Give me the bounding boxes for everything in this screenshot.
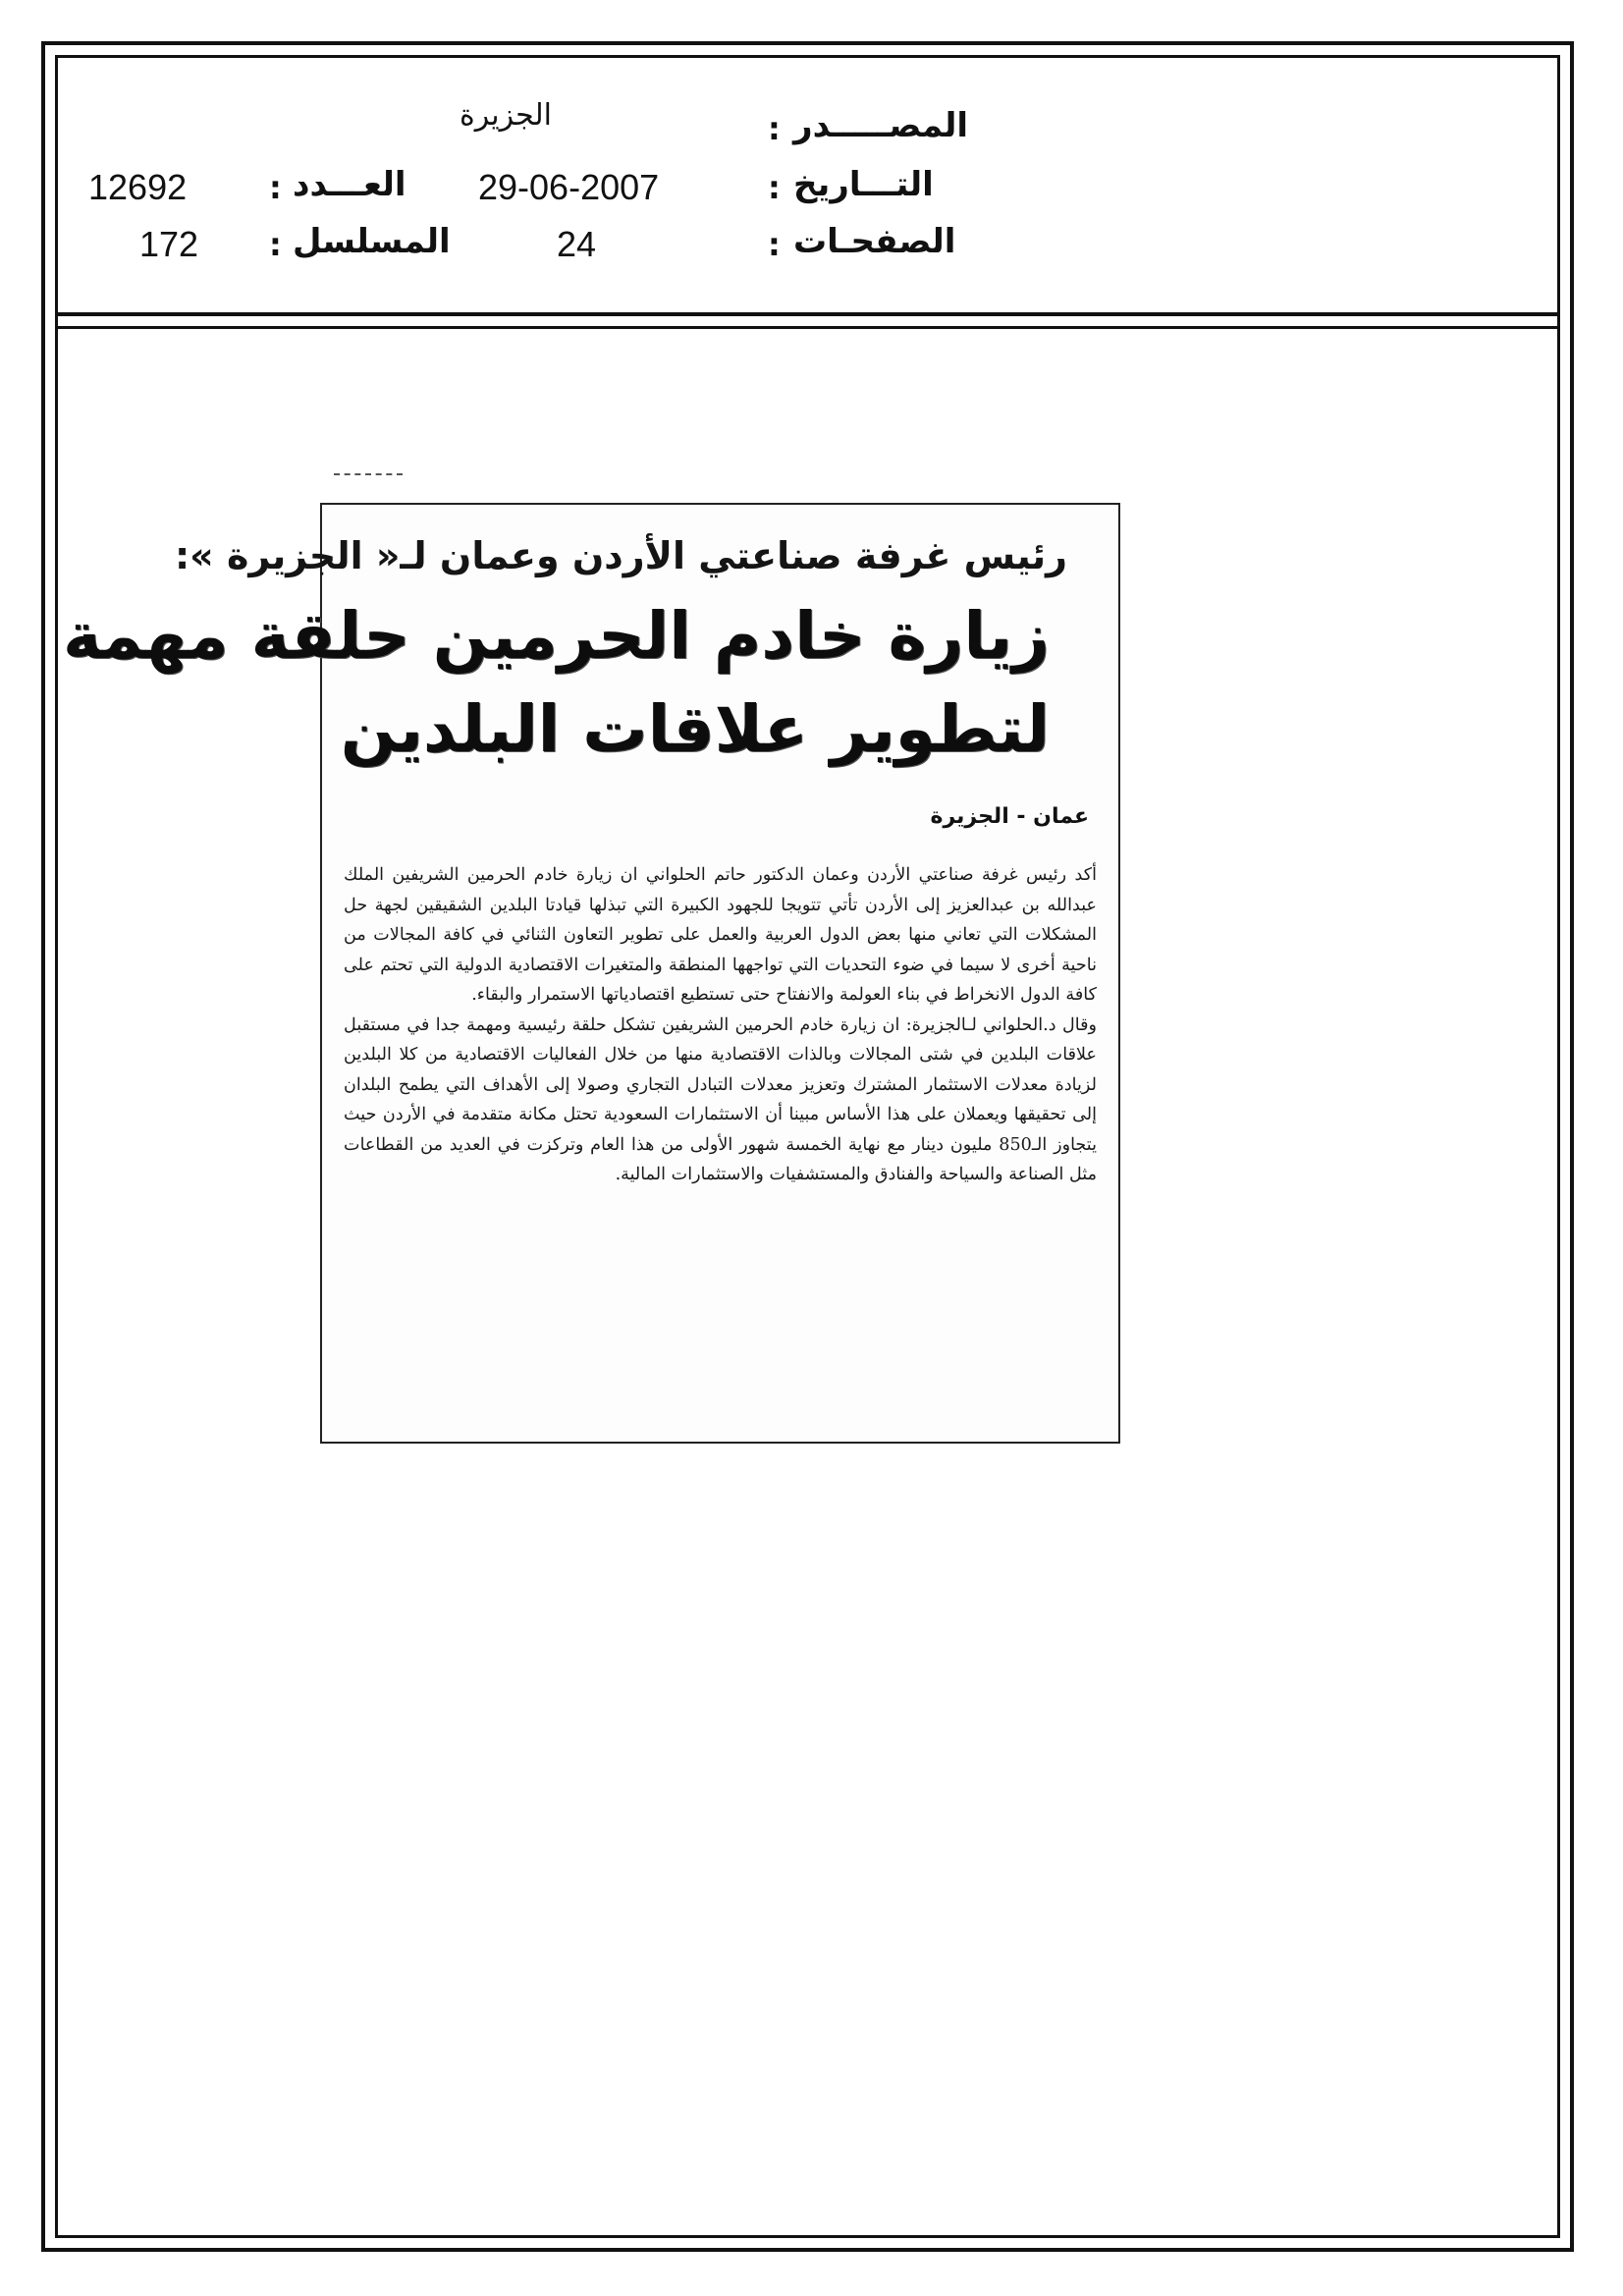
article-paragraph-2: وقال د.الحلواني لـالجزيرة: ان زيارة خادم الحرمين الشريفين تشكل حلقة رئيسية ومهمة جدا في مستقبل علاقات البلدين في شتى المجالات وبالذات الاقتصادية منها من خلال الفعاليات الاقتصادية من كلا البلدين لزيادة معدلات الاستثمار المشترك وتعزيز معدلات التبادل التجاري وصولا إلى الأهداف التي يطمح البلدان إلى تحقيقها ويعملان على هذا الأساس مبينا أن الاستثمارات السعودية تحتل مكانة متقدمة في الأردن حيث يتجاوز الـ850 مليون دينار مع نهاية الخمسة شهور الأولى من هذا العام وتركزت في العديد من القطاعات مثل الصناعة والسياحة والفنادق والمستشفيات والاستثمارات المالية.: [344, 1014, 1097, 1184]
article-kicker: رئيس غرفة صناعتي الأردن وعمان لـ« الجزيرة »:: [174, 534, 1067, 577]
article-dateline: عمان - الجزيرة: [930, 804, 1089, 829]
date-value: 29-06-2007: [478, 167, 660, 207]
article-paragraph-1: أكد رئيس غرفة صناعتي الأردن وعمان الدكتور حاتم الحلواني ان زيارة خادم الحرمين الشريفين الملك عبدالله بن عبدالعزيز إلى الأردن تأتي تتويجا للجهود الكبيرة التي تبذلها قيادتا البلدين الشقيقين لجهة حل المشكلات التي تعاني منها بعض الدول العربية والعمل على تطوير التعاون الثنائي في كافة المجالات من ناحية أخرى لا سيما في ضوء التحديات التي تواجهها المنطقة والمتغيرات الاقتصادية الدولية التي تحتم على كافة الدول الانخراط في بناء العولمة والانفتاح حتى تستطيع اقتصادياتها الاستمرار والبقاء.: [344, 865, 1097, 1005]
article-body: [344, 860, 1097, 1190]
article-headline-line2: لتطوير علاقات البلدين: [340, 691, 1050, 767]
serial-value: 172: [139, 224, 199, 264]
issue-label: العـــدد: [293, 165, 406, 204]
date-colon: :: [768, 169, 781, 206]
pages-label: الصفحـات: [793, 222, 956, 261]
issue-value: 12692: [88, 167, 188, 207]
article-headline-line1: زيارة خادم الحرمين حلقة مهمة: [63, 598, 1050, 674]
source-label: المصـــــدر: [793, 106, 969, 145]
issue-colon: :: [269, 169, 282, 206]
serial-label: المسلسل: [293, 222, 451, 261]
serial-colon: :: [269, 226, 282, 263]
source-colon: :: [768, 110, 781, 147]
pages-value: 24: [557, 224, 597, 264]
source-value: الجزيرة: [460, 98, 553, 133]
date-label: التـــاريخ: [793, 165, 934, 204]
clipping-cut-mark: [334, 473, 403, 475]
newspaper-clipping: [63, 503, 1120, 1444]
header-divider-inner: [55, 326, 1560, 329]
pages-colon: :: [768, 226, 781, 263]
header-divider: [55, 312, 1560, 316]
